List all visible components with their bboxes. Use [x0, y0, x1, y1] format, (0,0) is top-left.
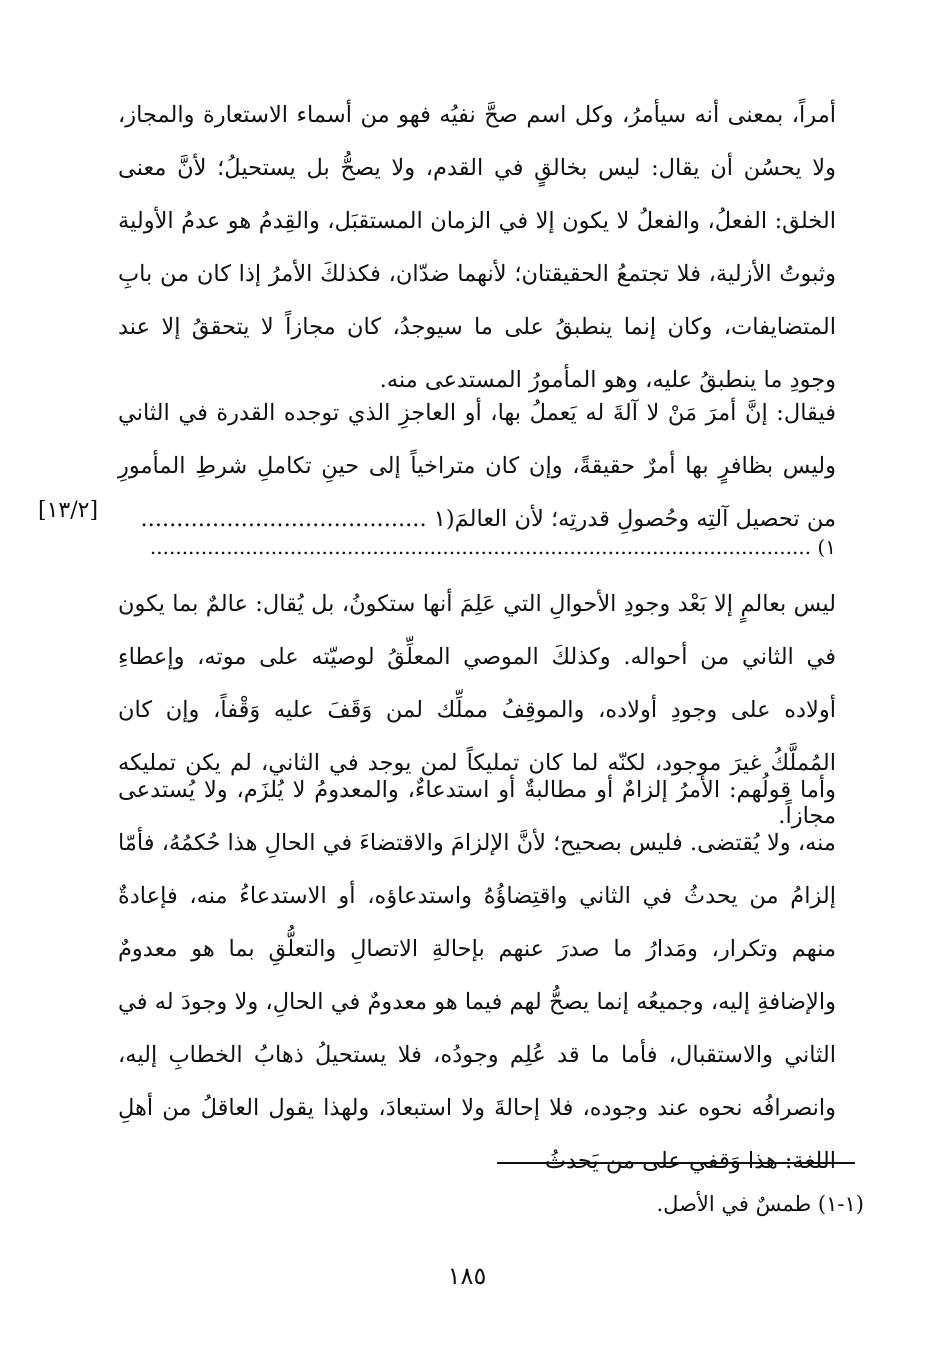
margin-reference: [١٣/٢]	[38, 498, 99, 523]
footnote: (١-١) طمسٌ في الأصل.	[656, 1192, 864, 1216]
body-paragraph-1: أمراً، بمعنى أنه سيأمرُ، وكل اسم صحَّ نفيُه فهو من أسماء الاستعارة والمجاز، ولا يحسُن أن يقال: ليس بخالقٍ في القدم، ولا يصحُّ بل يستحيلُ؛ لأنَّ معنى الخلق: الفعلُ، والفعلُ لا يكون إلا في الزمان المستقبَل، والقِدمُ هو عدمُ الأولية وثبوتُ الأزلية، فلا تجتمعُ الحقيقتان؛ لأنهما ضدّان، فكذلكَ الأمرُ إذا كان من بابِ المتضايفات، وكان إنما ينطبقُ على ما سيوجدُ، كان مجازاً لا يتحققُ إلا عند وجودِ ما ينطبقُ عليه، وهو المأمورُ المستدعى منه.	[118, 102, 837, 393]
body-paragraph-3: ليس بعالمٍ إلا بَعْد وجودِ الأحوالِ التي عَلِمَ أنها ستكونُ، بل يُقال: عالمٌ بما يكون في الثاني من أحواله. وكذلكَ الموصي المعلِّقُ لوصيّته على موته، وإعطاءِ أولاده على وجودِ أولاده، والموقِفُ مملِّك لمن وَقَفَ عليه وَقْفاً، وإن كان المُملَّكُ غيرَ موجود، لكنّه لما كان تمليكاً لمن يوجد في الثاني، لم يكن تمليكه مجازاً.	[118, 591, 836, 829]
body-paragraph-4: وأما قولُهم: الأمرُ إلزامٌ أو مطالبةٌ أو استدعاءٌ، والمعدومُ لا يُلزَم، ولا يُستدعى منه، ولا يُقتضى. فليس بصحيح؛ لأنَّ الإلزامَ والاقتضاءَ في الحالِ هذا حُكمُهُ، فأمّا إلزامُ من يحدثُ في الثاني واقتِضاؤُهُ واستدعاؤه، أو الاستدعاءُ منه، فإعادةٌ منهم وتكرار، ومَدارُ ما صدرَ عنهم بإحالةِ الاتصالِ والتعلُّقِ بما هو معدومٌ والإضافةِ إليه، وجميعُه إنما يصحُّ لهم فيما هو معدومٌ في الحالِ، ولا وجودَ له في الثاني والاستقبال، فأما ما قد عُلِم وجودُه، فلا يستحيلُ ذهابُ الخطابِ إليه، وانصرافُه نحوه عند وجوده، فلا إحالةَ ولا استبعادَ، ولهذا يقول العاقلُ من أهلِ اللغة: هذا وَقفي على من يَحدثُ	[118, 777, 836, 1174]
body-paragraph-2: فيقال: إنَّ أمرَ مَنْ لا آلةَ له يَعملُ بها، أو العاجزِ الذي توجده القدرة في الثاني وليس بظافرٍ بها أمرٌ حقيقةً، وإن كان متراخياً إلى حينِ تكاملِ شرطِ المأمورِ من تحصيل آلتِه وحُصولِ قدرتِه؛ لأن العالمَ(١ ........................................	[118, 400, 836, 532]
footnote-divider	[497, 1162, 855, 1164]
page-number: ١٨٥	[447, 1262, 487, 1290]
illegible-gap-line: ١) ........................................................................................................	[149, 535, 836, 559]
